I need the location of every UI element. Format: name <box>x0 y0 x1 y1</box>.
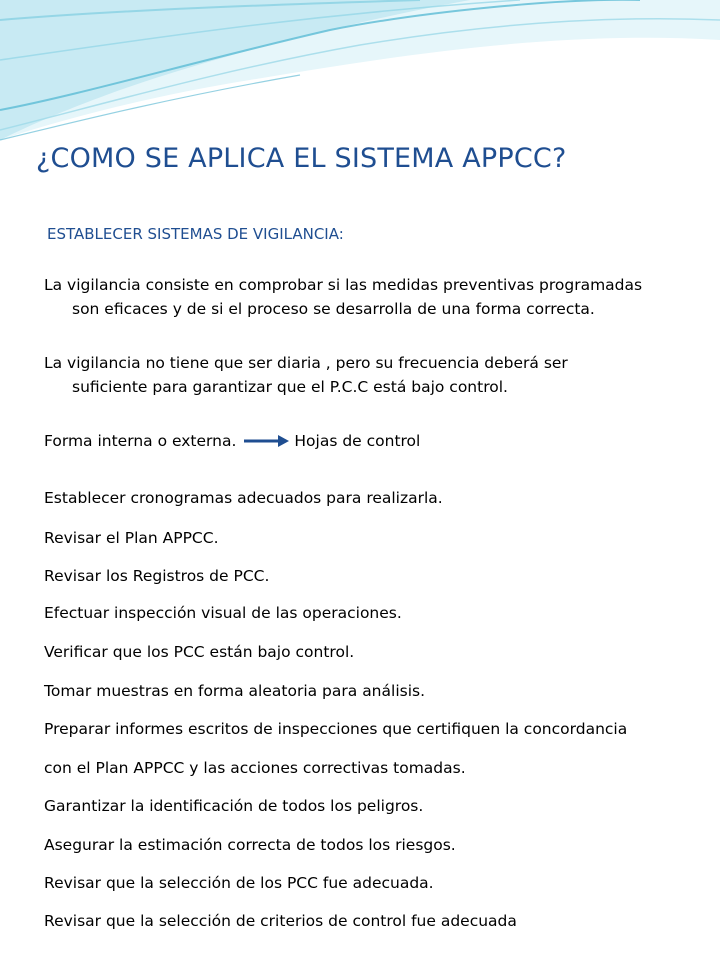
list-item: Revisar los Registros de PCC. <box>44 567 270 585</box>
list-item: Asegurar la estimación correcta de todos los riesgos. <box>44 836 456 854</box>
slide-title: ¿COMO SE APLICA EL SISTEMA APPCC? <box>36 143 567 174</box>
section-subtitle: ESTABLECER SISTEMAS DE VIGILANCIA: <box>47 225 344 243</box>
paragraph-line: son eficaces y de si el proceso se desarrolla de una forma correcta. <box>72 300 595 318</box>
list-item: Tomar muestras en forma aleatoria para análisis. <box>44 682 426 700</box>
list-item: Garantizar la identificación de todos los peligros. <box>44 797 424 815</box>
paragraph-line: La vigilancia consiste en comprobar si las medidas preventivas programadas <box>44 276 643 294</box>
list-item: Revisar el Plan APPCC. <box>44 529 219 547</box>
control-row <box>44 429 420 453</box>
list-item: Efectuar inspección visual de las operaciones. <box>44 604 402 622</box>
paragraph-line: La vigilancia no tiene que ser diaria , pero su frecuencia deberá ser <box>44 354 568 372</box>
list-item: Revisar que la selección de criterios de control fue adecuada <box>44 912 517 930</box>
right-arrow-icon <box>242 434 290 448</box>
paragraph-vigilance-frequency <box>44 351 704 399</box>
paragraph-vigilance-definition <box>44 273 704 321</box>
control-sheets-text: Hojas de control <box>294 432 421 450</box>
list-item: con el Plan APPCC y las acciones correctivas tomadas. <box>44 759 466 777</box>
list-item: Verificar que los PCC están bajo control. <box>44 643 355 661</box>
control-type-text: Forma interna o externa. <box>44 432 237 450</box>
list-item: Preparar informes escritos de inspecciones que certifiquen la concordancia <box>44 720 628 738</box>
paragraph-line: suficiente para garantizar que el P.C.C está bajo control. <box>72 378 508 396</box>
list-item: Revisar que la selección de los PCC fue adecuada. <box>44 874 434 892</box>
list-item: Establecer cronogramas adecuados para realizarla. <box>44 489 443 507</box>
